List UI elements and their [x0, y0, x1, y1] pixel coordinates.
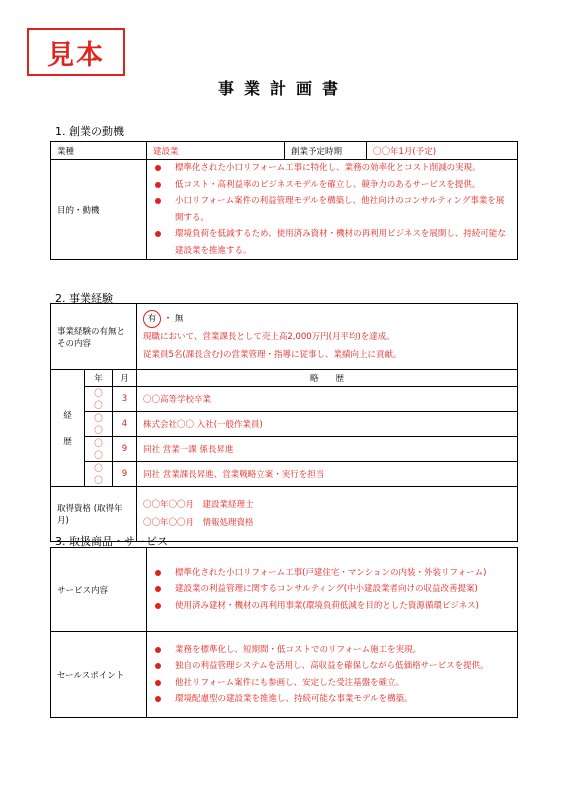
start-value: 〇〇年1月(予定) — [367, 142, 518, 160]
table-row — [51, 437, 518, 462]
experience-line: 現職において、営業課長として売上高2,000万円(月平均)を達成。 — [143, 331, 395, 342]
motive-label: 目的・動機 — [51, 160, 147, 260]
list-item: 低コスト・高利益率のビジネスモデルを確立し、競争力のあるサービスを提供。 — [153, 177, 511, 194]
list-item: 標準化された小口リフォーム工事(戸建住宅・マンションの内装・外装リフォーム) — [153, 565, 511, 582]
list-item: 環境負荷を低減するため、使用済み資材・機材の再利用ビジネスを展開し、持続可能な建設業を推進する。 — [153, 226, 511, 259]
start-label: 創業予定時期 — [285, 142, 367, 160]
service-label: サービス内容 — [51, 548, 147, 632]
history-text: 同社 営業一課 係長昇進 — [137, 437, 518, 462]
list-item: 小口リフォーム案件の利益管理モデルを構築し、他社向けのコンサルティング事業を展開する。 — [153, 193, 511, 226]
experience-line: 従業員5名(課長含む)の営業管理・指導に従事し、業績向上に貢献。 — [143, 349, 402, 360]
list-item: 他社リフォーム案件にも参画し、安定した受注基盤を確立。 — [153, 675, 511, 692]
qualification-label: 取得資格 (取得年月) — [51, 487, 137, 542]
sales-label: セールスポイント — [51, 632, 147, 718]
history-month: 4 — [113, 412, 137, 437]
history-year: 〇〇 — [85, 387, 113, 412]
list-item: 業務を標準化し、短期間・低コストでのリフォーム施工を実現。 — [153, 642, 511, 659]
history-label — [57, 409, 78, 447]
history-label-2: 歴 — [63, 437, 72, 447]
experience-label-text: 事業経験の有無と その内容 — [57, 326, 126, 349]
experience-label — [51, 304, 137, 370]
list-item: 建設業の利益管理に関するコンサルティング(中小建設業者向けの収益改善提案) — [153, 581, 511, 598]
service-table — [50, 547, 518, 718]
history-text: 株式会社〇〇 入社(一般作業員) — [137, 412, 518, 437]
section3-heading: 3. 取扱商品・サービス — [55, 535, 168, 548]
history-year: 〇〇 — [85, 437, 113, 462]
table-row — [51, 412, 518, 437]
list-item: 独自の利益管理システムを活用し、高収益を確保しながら低価格サービスを提供。 — [153, 658, 511, 675]
qualification-item: 〇〇年〇〇月 情報処理資格 — [143, 518, 254, 528]
history-label-1: 経 — [63, 411, 72, 421]
col-history: 略 歴 — [137, 370, 518, 387]
sales-list — [153, 642, 511, 708]
history-year: 〇〇 — [85, 412, 113, 437]
list-item: 使用済み建材・機材の再利用事業(環境負荷低減を目的とした資源循環ビジネス) — [153, 598, 511, 615]
motive-table — [50, 141, 518, 260]
qualification-item: 〇〇年〇〇月 建設業経理士 — [143, 500, 254, 510]
col-year: 年 — [85, 370, 113, 387]
sample-stamp: 見本 — [27, 28, 125, 76]
list-item: 環境配慮型の建設業を推進し、持続可能な事業モデルを構築。 — [153, 691, 511, 708]
list-item: 標準化された小口リフォーム工事に特化し、業務の効率化とコスト削減の実現。 — [153, 160, 511, 177]
experience-table — [50, 303, 518, 542]
yes-circle: 有 — [143, 310, 161, 328]
table-row — [51, 387, 518, 412]
history-month: 9 — [113, 437, 137, 462]
section1-heading: 1. 創業の動機 — [55, 125, 124, 138]
history-year: 〇〇 — [85, 462, 113, 487]
industry-value: 建設業 — [147, 142, 285, 160]
col-month: 月 — [113, 370, 137, 387]
page-title: 事業計画書 — [217, 79, 348, 98]
motive-list — [153, 160, 511, 259]
history-text: 〇〇高等学校卒業 — [137, 387, 518, 412]
history-month: 9 — [113, 462, 137, 487]
section2-heading: 2. 事業経験 — [55, 292, 113, 305]
service-list — [153, 565, 511, 615]
no-text: ・ 無 — [163, 313, 184, 324]
history-text: 同社 営業課長昇進、営業戦略立案・実行を担当 — [137, 462, 518, 487]
industry-label: 業種 — [51, 142, 147, 160]
history-month: 3 — [113, 387, 137, 412]
table-row — [51, 462, 518, 487]
